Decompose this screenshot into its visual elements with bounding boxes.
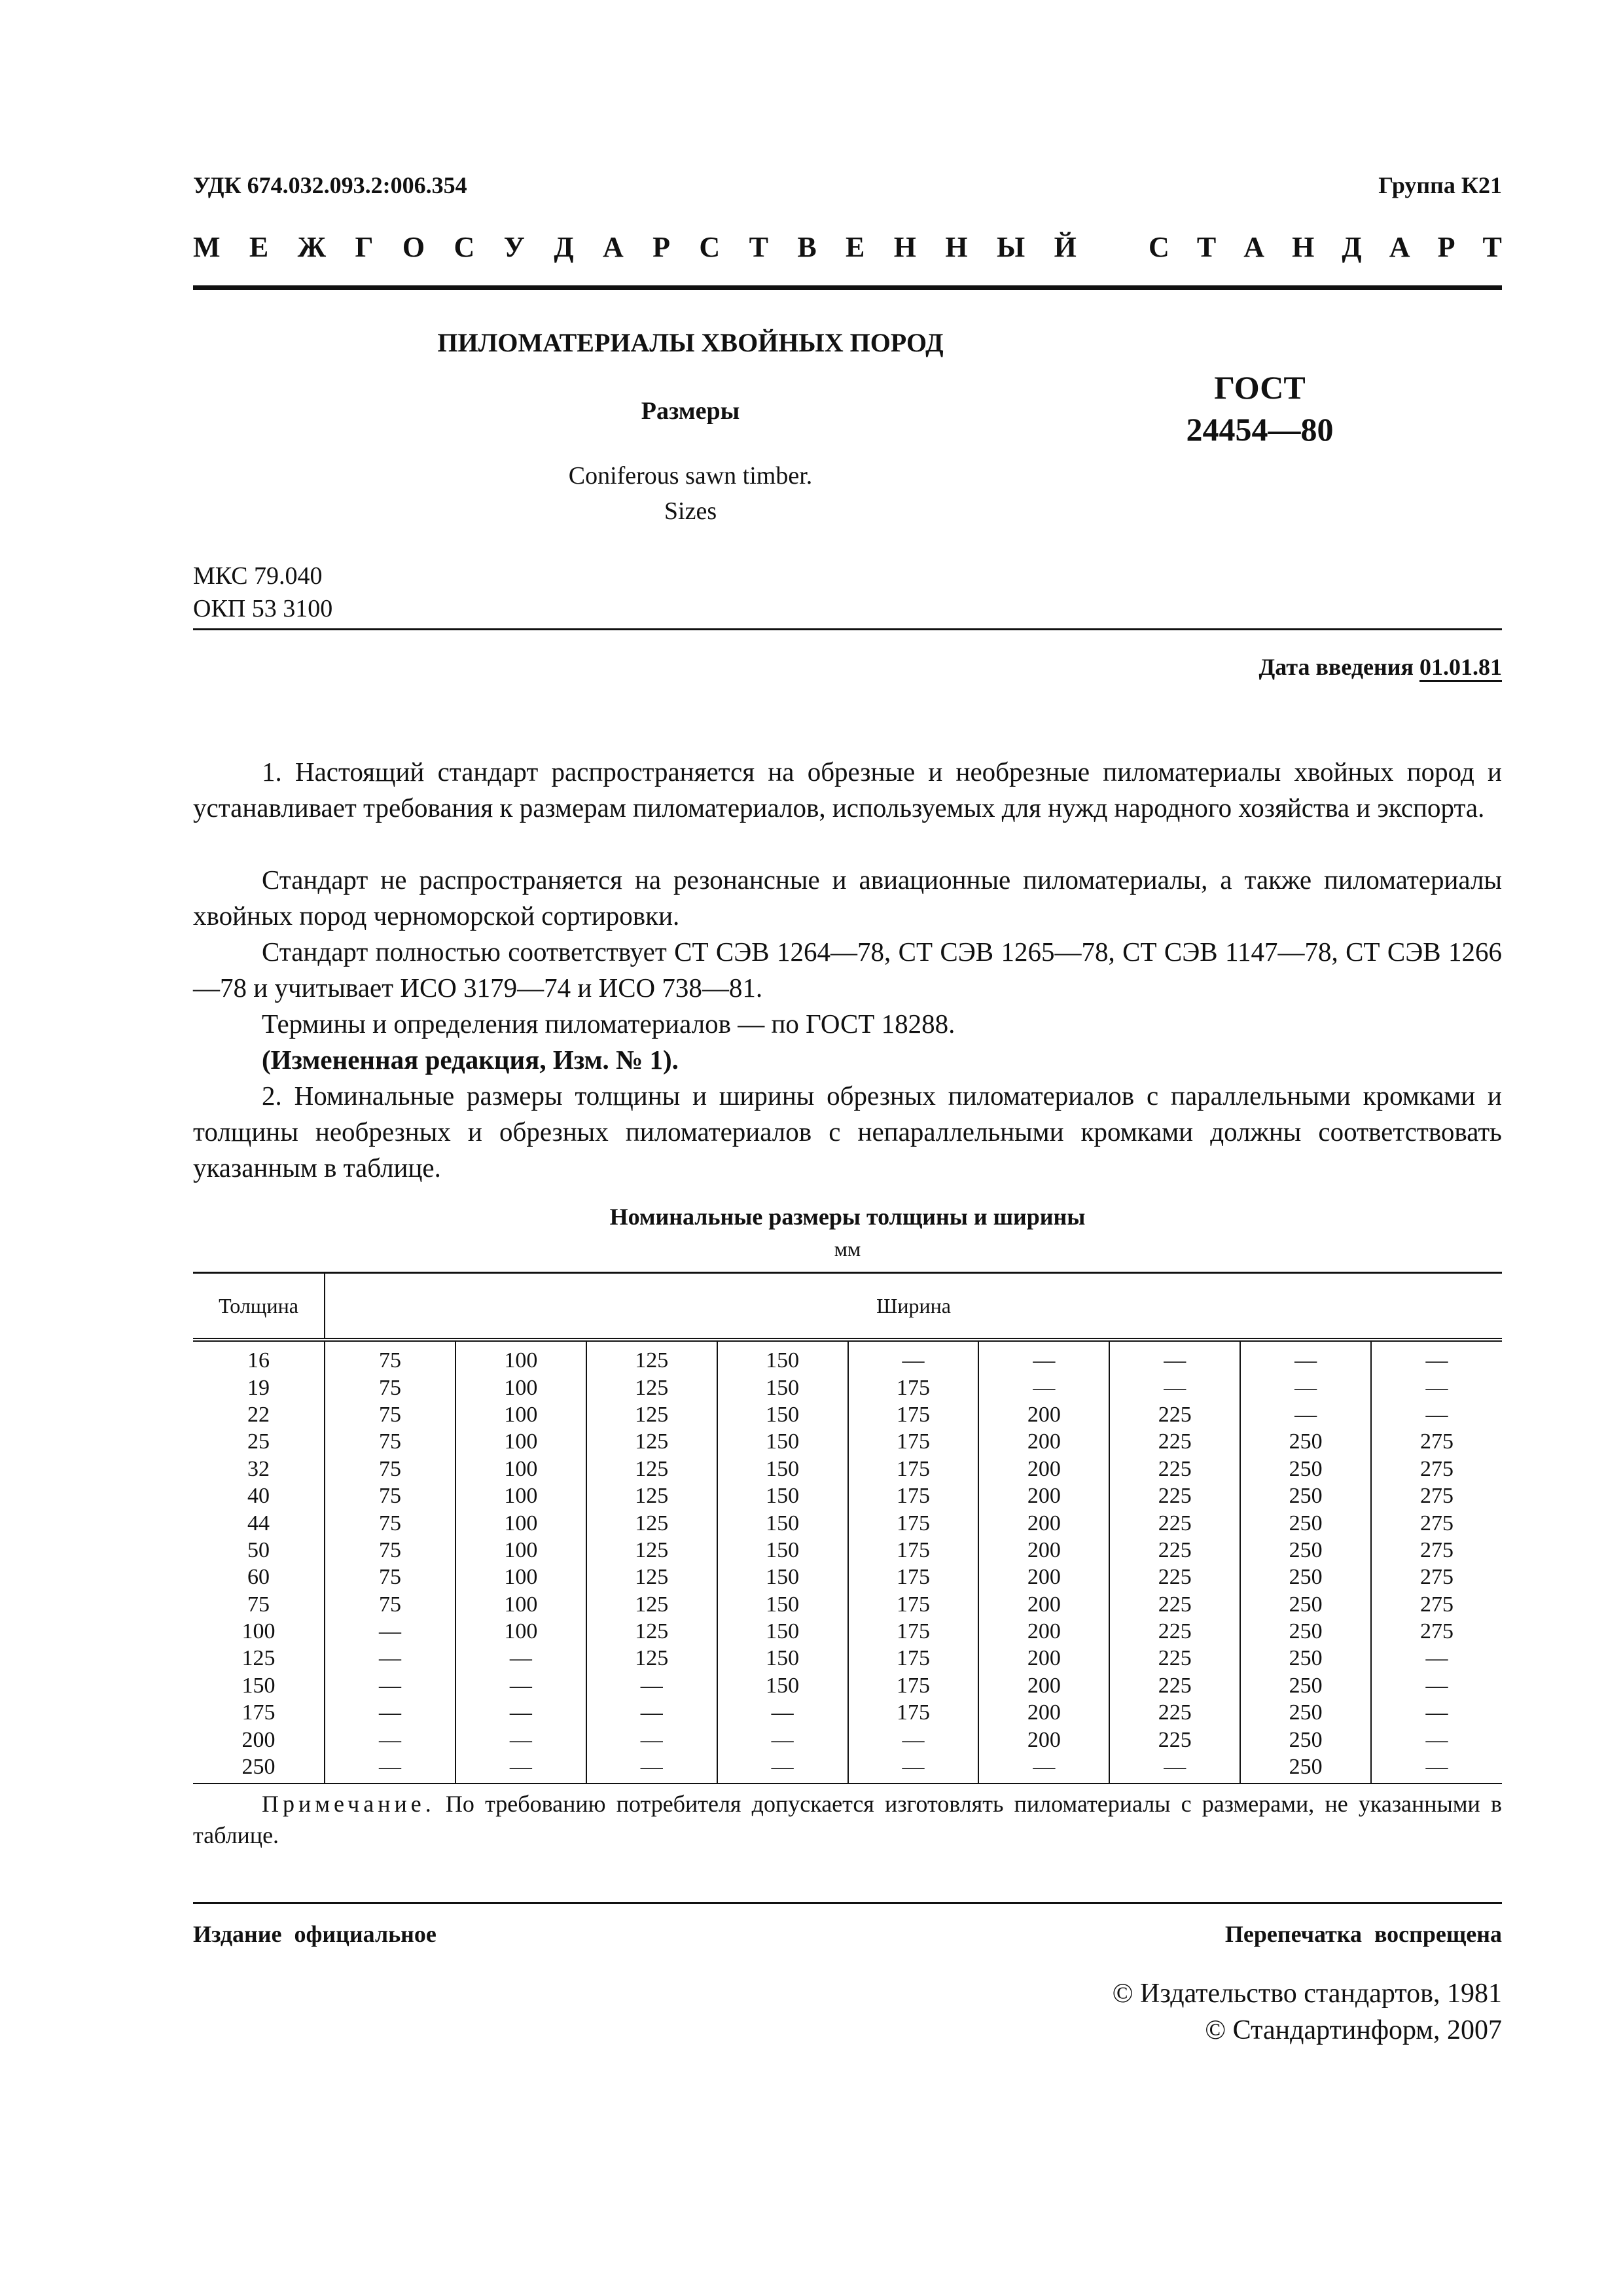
paragraph-exclusions: Стандарт не распространяется на резонансные и авиационные пиломатериалы, а также пиломатериалы хвойных пород черноморской сортировки. bbox=[193, 865, 1502, 931]
width-cell: — bbox=[717, 1753, 848, 1784]
width-cell: — bbox=[848, 1340, 979, 1374]
width-cell: 200 bbox=[978, 1482, 1109, 1509]
reprint-prohibited: Перепечатка воспрещена bbox=[1224, 1921, 1502, 1947]
width-cell: 175 bbox=[848, 1509, 979, 1536]
width-cell: — bbox=[1371, 1672, 1502, 1699]
width-cell: 275 bbox=[1371, 1591, 1502, 1618]
table-row bbox=[193, 1340, 1502, 1374]
width-cell: 200 bbox=[978, 1726, 1109, 1753]
width-cell: — bbox=[586, 1726, 717, 1753]
width-cell: 175 bbox=[848, 1618, 979, 1645]
width-cell: 275 bbox=[1371, 1537, 1502, 1564]
thickness-cell: 50 bbox=[247, 1537, 270, 1562]
width-cell: 250 bbox=[1240, 1482, 1371, 1509]
thickness-cell: 32 bbox=[247, 1456, 270, 1481]
width-cell: 100 bbox=[455, 1340, 586, 1374]
width-cell: 100 bbox=[455, 1537, 586, 1564]
width-cell: 150 bbox=[717, 1374, 848, 1401]
width-cell: — bbox=[1371, 1401, 1502, 1428]
table-row bbox=[193, 1672, 1502, 1699]
width-cell: — bbox=[325, 1753, 455, 1784]
width-cell: 275 bbox=[1371, 1482, 1502, 1509]
width-cell: 200 bbox=[978, 1509, 1109, 1536]
width-cell: 250 bbox=[1240, 1699, 1371, 1726]
width-cell: — bbox=[325, 1699, 455, 1726]
paragraph-amendment: (Измененная редакция, Изм. № 1). bbox=[262, 1045, 679, 1075]
width-cell: 75 bbox=[325, 1401, 455, 1428]
width-cell: 200 bbox=[978, 1537, 1109, 1564]
column-header-width: Ширина bbox=[325, 1273, 1502, 1340]
width-cell: 200 bbox=[978, 1618, 1109, 1645]
width-cell: 100 bbox=[455, 1428, 586, 1455]
width-cell: 200 bbox=[978, 1645, 1109, 1672]
table-row bbox=[193, 1401, 1502, 1428]
width-cell: — bbox=[455, 1672, 586, 1699]
width-cell: — bbox=[1371, 1699, 1502, 1726]
width-cell: 275 bbox=[1371, 1564, 1502, 1590]
gost-code: 24454—80 bbox=[1186, 411, 1334, 448]
width-cell: — bbox=[325, 1672, 455, 1699]
width-cell: 150 bbox=[717, 1428, 848, 1455]
width-cell: 75 bbox=[325, 1564, 455, 1590]
width-cell: 175 bbox=[848, 1672, 979, 1699]
width-cell: 225 bbox=[1109, 1509, 1240, 1536]
width-cell: 200 bbox=[978, 1428, 1109, 1455]
width-cell: 275 bbox=[1371, 1618, 1502, 1645]
width-cell: 100 bbox=[455, 1509, 586, 1536]
width-cell: — bbox=[1240, 1401, 1371, 1428]
header-rule bbox=[193, 285, 1502, 290]
width-cell: 175 bbox=[848, 1456, 979, 1482]
width-cell: 150 bbox=[717, 1591, 848, 1618]
paragraph-nominal-sizes: 2. Номинальные размеры толщины и ширины обрезных пиломатериалов с параллельными кромками и толщины необрезных и обрезных пиломатериалов с непараллельными кромками должны соответствовать указанным в таблице. bbox=[193, 1081, 1502, 1183]
width-cell: 125 bbox=[586, 1340, 717, 1374]
width-cell: 225 bbox=[1109, 1401, 1240, 1428]
note-text: По требованию потребителя допускается изготовлять пиломатериалы с размерами, не указанными в таблице. bbox=[193, 1791, 1502, 1848]
width-cell: — bbox=[978, 1753, 1109, 1784]
width-cell: 250 bbox=[1240, 1428, 1371, 1455]
width-cell: 75 bbox=[325, 1340, 455, 1374]
width-cell: 75 bbox=[325, 1482, 455, 1509]
width-cell: 150 bbox=[717, 1645, 848, 1672]
table-row bbox=[193, 1591, 1502, 1618]
width-cell: 100 bbox=[455, 1591, 586, 1618]
width-cell: 225 bbox=[1109, 1482, 1240, 1509]
width-cell: 250 bbox=[1240, 1456, 1371, 1482]
table-unit: мм bbox=[834, 1237, 861, 1261]
width-cell: — bbox=[848, 1753, 979, 1784]
width-cell: 100 bbox=[455, 1564, 586, 1590]
width-cell: 225 bbox=[1109, 1537, 1240, 1564]
width-cell: 150 bbox=[717, 1537, 848, 1564]
width-cell: 175 bbox=[848, 1374, 979, 1401]
width-cell: — bbox=[978, 1340, 1109, 1374]
table-row bbox=[193, 1456, 1502, 1482]
width-cell: 225 bbox=[1109, 1645, 1240, 1672]
table-row bbox=[193, 1726, 1502, 1753]
width-cell: 75 bbox=[325, 1591, 455, 1618]
english-title-line1: Coniferous sawn timber. bbox=[568, 462, 813, 490]
width-cell: 75 bbox=[325, 1537, 455, 1564]
width-cell: 150 bbox=[717, 1509, 848, 1536]
width-cell: — bbox=[455, 1726, 586, 1753]
width-cell: 275 bbox=[1371, 1509, 1502, 1536]
width-cell: 250 bbox=[1240, 1645, 1371, 1672]
group-code: Группа К21 bbox=[1378, 172, 1502, 198]
width-cell: — bbox=[1240, 1340, 1371, 1374]
english-title-line2: Sizes bbox=[664, 497, 717, 525]
introduction-date-label: Дата введения bbox=[1258, 654, 1419, 680]
width-cell: — bbox=[586, 1672, 717, 1699]
width-cell: — bbox=[1371, 1645, 1502, 1672]
width-cell: — bbox=[455, 1753, 586, 1784]
width-cell: — bbox=[586, 1753, 717, 1784]
width-cell: — bbox=[717, 1726, 848, 1753]
table-row bbox=[193, 1428, 1502, 1455]
thickness-cell: 250 bbox=[193, 1753, 325, 1784]
width-cell: — bbox=[455, 1699, 586, 1726]
thickness-cell: 16 bbox=[247, 1348, 270, 1373]
table-row bbox=[193, 1618, 1502, 1645]
thickness-cell: 100 bbox=[241, 1619, 276, 1644]
width-cell: — bbox=[848, 1726, 979, 1753]
mks-code: МКС 79.040 bbox=[193, 562, 323, 590]
official-edition: Издание официальное bbox=[193, 1921, 437, 1947]
thickness-cell: 44 bbox=[247, 1511, 270, 1535]
english-title bbox=[193, 458, 1188, 529]
document-title: ПИЛОМАТЕРИАЛЫ ХВОЙНЫХ ПОРОД bbox=[437, 328, 944, 357]
width-cell: 225 bbox=[1109, 1672, 1240, 1699]
width-cell: 200 bbox=[978, 1564, 1109, 1590]
width-cell: 250 bbox=[1240, 1726, 1371, 1753]
width-cell: 225 bbox=[1109, 1591, 1240, 1618]
paragraph-terms: Термины и определения пиломатериалов — по ГОСТ 18288. bbox=[262, 1009, 955, 1039]
width-cell: 225 bbox=[1109, 1699, 1240, 1726]
width-cell: 150 bbox=[717, 1618, 848, 1645]
width-cell: 250 bbox=[1240, 1537, 1371, 1564]
thickness-cell: 40 bbox=[247, 1484, 270, 1509]
width-cell: 150 bbox=[717, 1672, 848, 1699]
width-cell: 125 bbox=[586, 1564, 717, 1590]
width-cell: 125 bbox=[586, 1618, 717, 1645]
introduction-date bbox=[1259, 653, 1503, 681]
width-cell: — bbox=[455, 1645, 586, 1672]
width-cell: 225 bbox=[1109, 1456, 1240, 1482]
paragraph-scope: 1. Настоящий стандарт распространяется на обрезные и необрезные пиломатериалы хвойных пород и устанавливает требования к размерам пиломатериалов, используемых для нужд народного хозяйства и экспорта. bbox=[193, 757, 1502, 823]
width-cell: 175 bbox=[848, 1537, 979, 1564]
width-cell: 175 bbox=[848, 1482, 979, 1509]
width-cell: 100 bbox=[455, 1618, 586, 1645]
width-cell: 125 bbox=[586, 1428, 717, 1455]
sizes-table bbox=[193, 1272, 1502, 1784]
width-cell: 125 bbox=[586, 1482, 717, 1509]
width-cell: 200 bbox=[978, 1401, 1109, 1428]
width-cell: — bbox=[978, 1374, 1109, 1401]
table-row bbox=[193, 1482, 1502, 1509]
width-cell: 200 bbox=[978, 1456, 1109, 1482]
width-cell: 125 bbox=[586, 1645, 717, 1672]
width-cell: 150 bbox=[717, 1482, 848, 1509]
width-cell: 250 bbox=[1240, 1753, 1371, 1784]
gost-number bbox=[1165, 367, 1355, 450]
table-row bbox=[193, 1753, 1502, 1784]
standard-banner bbox=[193, 230, 1502, 264]
copyright-2007: © Стандартинформ, 2007 bbox=[1205, 2015, 1502, 2045]
thickness-cell: 22 bbox=[247, 1402, 270, 1427]
width-cell: — bbox=[1371, 1374, 1502, 1401]
width-cell: 150 bbox=[717, 1340, 848, 1374]
width-cell: 125 bbox=[586, 1456, 717, 1482]
width-cell: — bbox=[586, 1699, 717, 1726]
width-cell: 75 bbox=[325, 1374, 455, 1401]
title-rule bbox=[193, 628, 1502, 630]
copyright-1981: © Издательство стандартов, 1981 bbox=[1112, 1979, 1502, 2009]
width-cell: — bbox=[1109, 1374, 1240, 1401]
thickness-cell: 75 bbox=[247, 1592, 270, 1617]
thickness-cell: 200 bbox=[241, 1727, 276, 1752]
table-body bbox=[193, 1340, 1502, 1784]
width-cell: — bbox=[717, 1699, 848, 1726]
width-cell: 125 bbox=[586, 1591, 717, 1618]
width-cell: 225 bbox=[1109, 1564, 1240, 1590]
footer-rule bbox=[193, 1902, 1502, 1904]
width-cell: 200 bbox=[978, 1699, 1109, 1726]
table-row bbox=[193, 1537, 1502, 1564]
thickness-cell: 19 bbox=[247, 1375, 270, 1400]
banner-word-interstate: М Е Ж Г О С У Д А Р С Т В Е Н Н Ы Й bbox=[193, 231, 1077, 263]
document-subtitle: Размеры bbox=[641, 397, 740, 425]
width-cell: — bbox=[325, 1618, 455, 1645]
width-cell: 250 bbox=[1240, 1509, 1371, 1536]
width-cell: 75 bbox=[325, 1509, 455, 1536]
gost-label: ГОСТ bbox=[1214, 369, 1306, 406]
thickness-cell: 60 bbox=[247, 1565, 270, 1590]
width-cell: — bbox=[1109, 1340, 1240, 1374]
thickness-cell: 150 bbox=[241, 1673, 276, 1698]
width-cell: 250 bbox=[1240, 1591, 1371, 1618]
width-cell: — bbox=[1371, 1753, 1502, 1784]
table-row bbox=[193, 1645, 1502, 1672]
width-cell: 175 bbox=[848, 1591, 979, 1618]
width-cell: 125 bbox=[586, 1374, 717, 1401]
width-cell: 100 bbox=[455, 1456, 586, 1482]
width-cell: 75 bbox=[325, 1428, 455, 1455]
width-cell: — bbox=[325, 1645, 455, 1672]
width-cell: 225 bbox=[1109, 1618, 1240, 1645]
width-cell: 150 bbox=[717, 1564, 848, 1590]
table-row bbox=[193, 1699, 1502, 1726]
width-cell: — bbox=[325, 1726, 455, 1753]
udk-code: УДК 674.032.093.2:006.354 bbox=[193, 172, 467, 198]
width-cell: 125 bbox=[586, 1509, 717, 1536]
width-cell: 175 bbox=[848, 1564, 979, 1590]
okp-code: ОКП 53 3100 bbox=[193, 595, 333, 622]
width-cell: 125 bbox=[586, 1401, 717, 1428]
width-cell: 175 bbox=[848, 1699, 979, 1726]
width-cell: 175 bbox=[848, 1401, 979, 1428]
width-cell: 175 bbox=[848, 1428, 979, 1455]
width-cell: 175 bbox=[848, 1645, 979, 1672]
width-cell: 225 bbox=[1109, 1428, 1240, 1455]
width-cell: 150 bbox=[717, 1401, 848, 1428]
width-cell: 200 bbox=[978, 1591, 1109, 1618]
width-cell: 125 bbox=[586, 1537, 717, 1564]
classification-codes bbox=[193, 560, 332, 625]
table-title: Номинальные размеры толщины и ширины bbox=[609, 1204, 1086, 1230]
thickness-cell: 125 bbox=[241, 1646, 276, 1671]
width-cell: 100 bbox=[455, 1374, 586, 1401]
banner-word-standard: С Т А Н Д А Р Т bbox=[1149, 231, 1502, 263]
column-header-thickness: Толщина bbox=[193, 1273, 325, 1340]
table-row bbox=[193, 1374, 1502, 1401]
width-cell: 75 bbox=[325, 1456, 455, 1482]
thickness-cell: 25 bbox=[247, 1429, 270, 1454]
width-cell: 150 bbox=[717, 1456, 848, 1482]
width-cell: 200 bbox=[978, 1672, 1109, 1699]
width-cell: 100 bbox=[455, 1401, 586, 1428]
width-cell: 250 bbox=[1240, 1618, 1371, 1645]
width-cell: — bbox=[1371, 1726, 1502, 1753]
introduction-date-value: 01.01.81 bbox=[1419, 654, 1502, 680]
width-cell: 275 bbox=[1371, 1428, 1502, 1455]
width-cell: 250 bbox=[1240, 1672, 1371, 1699]
width-cell: 100 bbox=[455, 1482, 586, 1509]
width-cell: 275 bbox=[1371, 1456, 1502, 1482]
table-row bbox=[193, 1564, 1502, 1590]
note-label: Примечание. bbox=[262, 1791, 435, 1817]
thickness-cell: 175 bbox=[241, 1700, 276, 1725]
paragraph-conformity: Стандарт полностью соответствует СТ СЭВ 1264—78, СТ СЭВ 1265—78, СТ СЭВ 1147—78, СТ СЭВ 1266—78 и учитывает ИСО 3179—74 и ИСО 738—81. bbox=[193, 937, 1502, 1003]
width-cell: — bbox=[1371, 1340, 1502, 1374]
width-cell: — bbox=[1109, 1753, 1240, 1784]
table-row bbox=[193, 1509, 1502, 1536]
width-cell: — bbox=[1240, 1374, 1371, 1401]
table-note bbox=[193, 1788, 1502, 1851]
table-header-row bbox=[193, 1273, 1502, 1340]
width-cell: 250 bbox=[1240, 1564, 1371, 1590]
width-cell: 225 bbox=[1109, 1726, 1240, 1753]
